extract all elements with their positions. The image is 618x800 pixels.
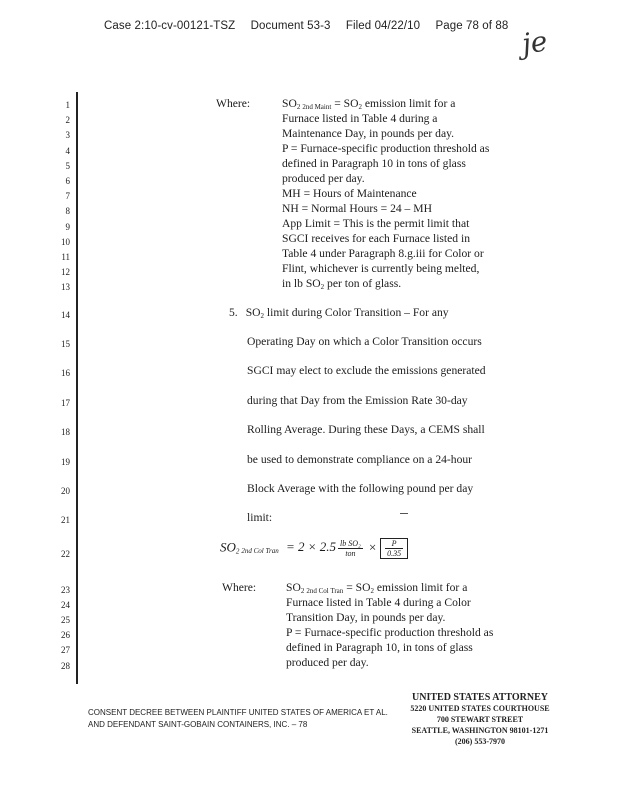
where2-line3: Transition Day, in pounds per day. [286,611,446,624]
where1-line4: P = Furnace-specific production threshold as [282,142,490,155]
line-number: 21 [61,515,70,525]
handwritten-initials: je [519,24,550,61]
document-number: Document 53-3 [250,20,331,32]
line-number: 9 [65,222,70,232]
line-number: 7 [65,191,70,201]
line-number: 8 [65,206,70,216]
line-number: 24 [61,600,70,610]
where2-line4: P = Furnace-specific production threshold as [286,626,494,639]
line-number: 17 [61,398,70,408]
para5-line7: Block Average with the following pound per day [247,482,474,495]
pleading-rule [76,92,78,684]
where1-line5: defined in Paragraph 10 in tons of glass [282,157,466,170]
line-number: 5 [65,161,70,171]
attorney-address [405,692,555,747]
para5-line3: SGCI may elect to exclude the emissions generated [247,364,486,377]
line-number: 15 [61,339,70,349]
line-number: 3 [65,130,70,140]
where2-line2: Furnace listed in Table 4 during a Color [286,596,471,609]
line-number: 12 [61,267,70,277]
footer-caption-line1: CONSENT DECREE BETWEEN PLAINTIFF UNITED STATES OF AMERICA ET AL. [88,708,388,717]
where1-line6: produced per day. [282,172,365,185]
line-number: 20 [61,486,70,496]
line-number: 19 [61,457,70,467]
attorney-city: SEATTLE, WASHINGTON 98101-1271 [411,726,549,735]
where2-line1: $SO_2$ $_{2nd Col Tran} = SO_2$ emission limit for a [286,581,468,595]
line-number: 4 [65,146,70,156]
line-number: 10 [61,237,70,247]
line-number: 13 [61,282,70,292]
line-number: 2 [65,115,70,125]
line-number: 16 [61,368,70,378]
where1-line10: SGCI receives for each Furnace listed in [282,232,471,245]
where-label-2: Where: [222,581,257,594]
para5-line1: 5. $SO_2$ limit during Color Transition – For any [229,306,449,320]
footer-caption [88,707,388,731]
para5-line6: be used to demonstrate compliance on a 24-hour [247,453,473,466]
where1-line2: Furnace listed in Table 4 during a [282,112,438,125]
case-number: Case 2:10-cv-00121-TSZ [104,20,236,32]
line-number: 6 [65,176,70,186]
line-number: 11 [61,252,70,262]
line-number: 27 [61,645,70,655]
line-number: 1 [65,100,70,110]
line-number: 28 [61,661,70,671]
where-label-1: Where: [216,97,251,110]
where1-line12: Flint, whichever is currently being melted, [282,262,480,275]
where2-line5: defined in Paragraph 10, in tons of glass [286,641,473,654]
where1-line8: NH = Normal Hours = 24 – MH [282,202,432,215]
where1-line3: Maintenance Day, in pounds per day. [282,127,455,140]
filed-date: Filed 04/22/10 [345,20,421,32]
where1-line9: App Limit = This is the permit limit that [282,217,470,230]
line-number: 26 [61,630,70,640]
footer-caption-line2: AND DEFENDANT SAINT-GOBAIN CONTAINERS, INC. – 78 [88,720,308,729]
where1-line1: $SO_2$ $_{2nd Maint} = SO_2$ emission limit for a [282,97,456,111]
line-number: 22 [61,549,70,559]
para5-line8: limit: [247,511,273,524]
line-number: 25 [61,615,70,625]
attorney-street: 700 STEWART STREET [436,715,524,724]
where1-line11: Table 4 under Paragraph 8.g.iii for Color or [282,247,484,260]
case-header [104,20,520,32]
scan-mark [400,513,408,514]
color-transition-formula: $SO_2$ $_{2nd Col Tran}$ = 2 × 2.5 $\frac{\text{lb SO₂}}{\text{ton}}$ × $\frac{P}{0.35}$ [220,538,408,559]
line-number: 18 [61,427,70,437]
para5-line2: Operating Day on which a Color Transition occurs [247,335,482,348]
attorney-courthouse: 5220 UNITED STATES COURTHOUSE [410,704,550,713]
where1-line7: MH = Hours of Maintenance [282,187,417,200]
para5-line4: during that Day from the Emission Rate 30-day [247,394,468,407]
page-number: Page 78 of 88 [435,20,509,32]
where1-line13: in lb $SO_2$ per ton of glass. [282,277,402,291]
attorney-phone: (206) 553-7970 [455,737,505,746]
para5-line5: Rolling Average. During these Days, a CEMS shall [247,423,485,436]
attorney-office: UNITED STATES ATTORNEY [412,692,548,703]
where2-line6: produced per day. [286,656,369,669]
line-number: 14 [61,310,70,320]
line-number: 23 [61,585,70,595]
